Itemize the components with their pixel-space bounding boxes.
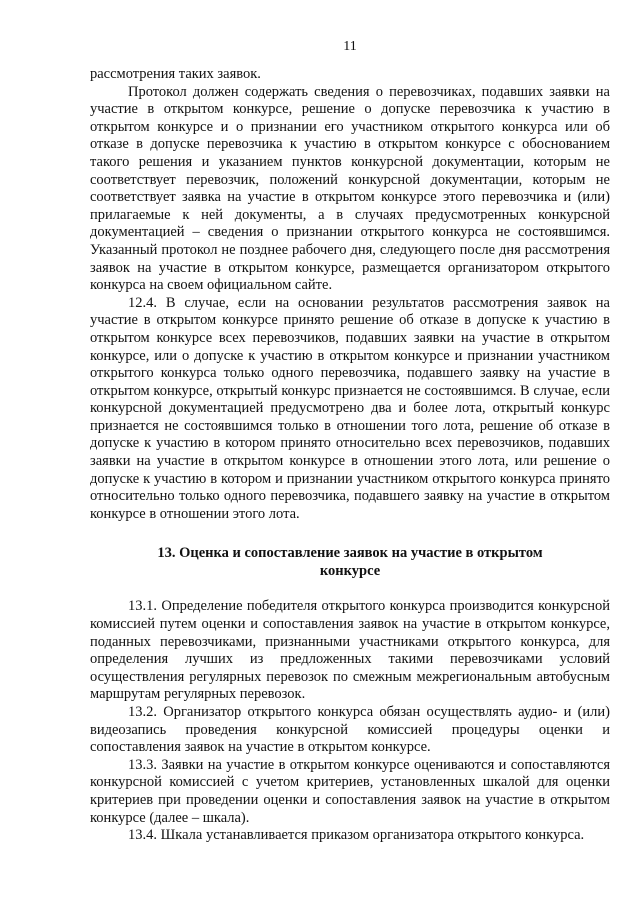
paragraph-13-1: 13.1. Определение победителя открытого конкурса производится конкурсной комиссией путем оценки и сопоставления заявок на участие в открытом конкурсе, поданных перевозчиками, признанными участниками открытого конкурса, для определения лучших из предложенных такими перевозчиками условий осуществления регулярных перевозок по смежным межрегиональным автобусным маршрутам регулярных перевозок. [90,598,610,703]
paragraph-protocol: Протокол должен содержать сведения о перевозчиках, подавших заявки на участие в открытом конкурсе, решение о допуске перевозчика к участию в открытом конкурсе и о признании его участником открытого конкурса или об отказе в допуске перевозчика к участию в открытом конкурсе с обоснованием такого решения и указанием пунктов конкурсной документации, которым не соответствует перевозчик, положений конкурсной документации, которым не соответствует заявка на участие в открытом конкурсе этого перевозчика и (или) прилагаемые к ней документы, а в случаях предусмотренных конкурсной документацией – сведения о признании открытого конкурса не состоявшимся. Указанный протокол не позднее рабочего дня, следующего после дня рассмотрения заявок на участие в открытом конкурсе, размещается организатором открытого конкурса на своем официальном сайте. [90,83,610,294]
document-page [90,38,610,845]
section-heading: 13. Оценка и сопоставление заявок на участие в открытом конкурсе [157,545,543,580]
paragraph-13-4: 13.4. Шкала устанавливается приказом организатора открытого конкурса. [128,827,585,844]
paragraph-13-3: 13.3. Заявки на участие в открытом конкурсе оцениваются и сопоставляются конкурсной комиссией с учетом критериев, установленных шкалой для оценки критериев при проведении оценки и сопоставления заявок на участие в открытом конкурсе (далее – шкала). [90,756,610,826]
paragraph-12-4: 12.4. В случае, если на основании результатов рассмотрения заявок на участие в открытом конкурсе принято решение об отказе в допуске к участию в открытом конкурсе всех перевозчиков, подавших заявки на участие в открытом конкурсе, или о допуске к участию в открытом конкурсе и признании участником открытого конкурса только одного перевозчика, подавшего заявку на участие в открытом конкурсе, открытый конкурс признается не состоявшимся. В случае, если конкурсной документацией предусмотрено два и более лота, открытый конкурс признается не состоявшимся только в отношении того лота, решение об отказе в допуске к участию в котором принято относительно всех перевозчиков, подавших заявки на участие в открытом конкурсе в отношении этого лота, или решение о допуске к участию в котором и признании участником открытого конкурса принято относительно только одного перевозчика, подавшего заявку на участие в открытом конкурсе в отношении этого лота. [90,294,610,522]
page-number: 11 [343,39,357,54]
paragraph-13-2: 13.2. Организатор открытого конкурса обязан осуществлять аудио- и (или) видеозапись проведения конкурсной комиссией процедуры оценки и сопоставления заявок на участие в открытом конкурсе. [90,704,610,756]
paragraph-continuation: рассмотрения таких заявок. [90,66,261,82]
